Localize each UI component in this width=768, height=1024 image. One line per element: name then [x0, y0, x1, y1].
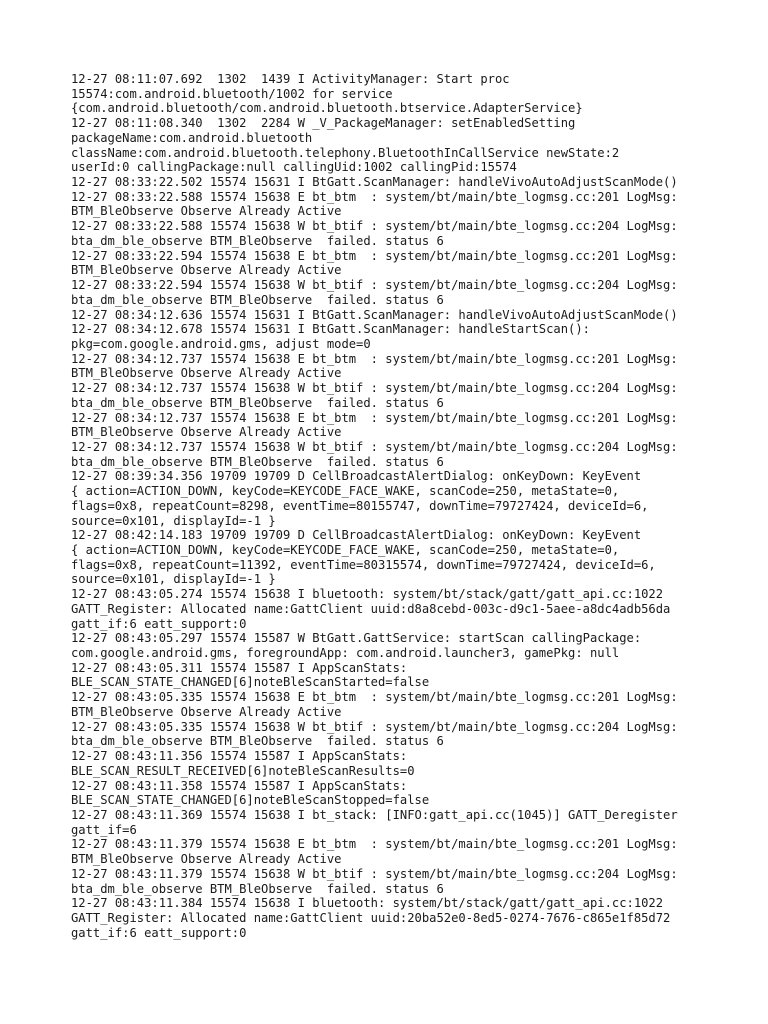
- log-line: BTM_BleObserve Observe Already Active: [71, 704, 342, 719]
- log-line: {com.android.bluetooth/com.android.bluetooth.btservice.AdapterService}: [71, 101, 583, 116]
- log-line: { action=ACTION_DOWN, keyCode=KEYCODE_FACE_WAKE, scanCode=250, metaState=0,: [71, 543, 620, 557]
- log-line: BTM_BleObserve Observe Already Active: [71, 366, 342, 381]
- log-line: flags=0x8, repeatCount=11392, eventTime=80315574, downTime=79727424, deviceId=6,: [71, 557, 656, 572]
- log-line: gatt_if:6 eatt_support:0: [71, 925, 247, 940]
- log-line: BLE_SCAN_RESULT_RECEIVED[6]noteBleScanResults=0: [71, 763, 415, 778]
- log-line: bta_dm_ble_observe BTM_BleObserve failed. status 6: [71, 395, 444, 410]
- log-text-block: [71, 72, 711, 940]
- log-line: 12-27 08:43:11.356 15574 15587 I AppScanStats:: [71, 749, 408, 764]
- log-line: 12-27 08:43:11.358 15574 15587 I AppScanStats:: [71, 778, 408, 793]
- log-line: 12-27 08:11:07.692 1302 1439 I ActivityManager: Start proc: [71, 72, 510, 86]
- log-line: 12-27 08:43:05.335 15574 15638 E bt_btm : system/bt/main/bte_logmsg.cc:201 LogMsg:: [71, 690, 678, 705]
- log-line: BTM_BleObserve Observe Already Active: [71, 852, 342, 867]
- log-line: 12-27 08:43:11.379 15574 15638 E bt_btm : system/bt/main/bte_logmsg.cc:201 LogMsg:: [71, 837, 678, 852]
- log-line: 12-27 08:33:22.594 15574 15638 W bt_btif : system/bt/main/bte_logmsg.cc:204 LogMsg:: [71, 278, 678, 293]
- log-line: className:com.android.bluetooth.telephony.BluetoothInCallService newState:2: [71, 145, 620, 160]
- log-line: GATT_Register: Allocated name:GattClient uuid:d8a8cebd-003c-d9c1-5aee-a8dc4adb56da: [71, 601, 671, 616]
- log-line: packageName:com.android.bluetooth: [71, 130, 313, 145]
- log-line: 12-27 08:33:22.502 15574 15631 I BtGatt.ScanManager: handleVivoAutoAdjustScanMode(): [71, 175, 678, 190]
- log-line: 12-27 08:43:11.379 15574 15638 W bt_btif : system/bt/main/bte_logmsg.cc:204 LogMsg:: [71, 866, 678, 881]
- log-line: source=0x101, displayId=-1 }: [71, 513, 276, 528]
- log-line: bta_dm_ble_observe BTM_BleObserve failed. status 6: [71, 734, 444, 749]
- log-line: BLE_SCAN_STATE_CHANGED[6]noteBleScanStarted=false: [71, 675, 430, 690]
- log-line: 12-27 08:34:12.737 15574 15638 E bt_btm : system/bt/main/bte_logmsg.cc:201 LogMsg:: [71, 351, 678, 366]
- log-line: gatt_if=6: [71, 822, 137, 837]
- log-line: GATT_Register: Allocated name:GattClient uuid:20ba52e0-8ed5-0274-7676-c865e1f85d72: [71, 910, 671, 925]
- log-line: bta_dm_ble_observe BTM_BleObserve failed. status 6: [71, 292, 444, 307]
- log-line: { action=ACTION_DOWN, keyCode=KEYCODE_FACE_WAKE, scanCode=250, metaState=0,: [71, 484, 620, 499]
- log-line: 12-27 08:34:12.636 15574 15631 I BtGatt.ScanManager: handleVivoAutoAdjustScanMode(): [71, 307, 678, 322]
- log-line: 12-27 08:43:11.384 15574 15638 I bluetooth: system/bt/stack/gatt/gatt_api.cc:1022: [71, 896, 664, 911]
- log-line: bta_dm_ble_observe BTM_BleObserve failed. status 6: [71, 233, 444, 248]
- log-line: 12-27 08:43:05.335 15574 15638 W bt_btif : system/bt/main/bte_logmsg.cc:204 LogMsg:: [71, 719, 678, 734]
- log-line: 12-27 08:34:12.737 15574 15638 W bt_btif : system/bt/main/bte_logmsg.cc:204 LogMsg:: [71, 439, 678, 454]
- log-line: 12-27 08:42:14.183 19709 19709 D CellBroadcastAlertDialog: onKeyDown: KeyEvent: [71, 528, 642, 543]
- log-line: 12-27 08:43:05.274 15574 15638 I bluetooth: system/bt/stack/gatt/gatt_api.cc:1022: [71, 587, 664, 602]
- log-line: BTM_BleObserve Observe Already Active: [71, 204, 342, 219]
- log-line: 12-27 08:33:22.588 15574 15638 E bt_btm : system/bt/main/bte_logmsg.cc:201 LogMsg:: [71, 189, 678, 204]
- log-line: 12-27 08:34:12.678 15574 15631 I BtGatt.ScanManager: handleStartScan():: [71, 322, 590, 337]
- log-line: 12-27 08:33:22.588 15574 15638 W bt_btif : system/bt/main/bte_logmsg.cc:204 LogMsg:: [71, 219, 678, 234]
- log-line: 12-27 08:34:12.737 15574 15638 E bt_btm : system/bt/main/bte_logmsg.cc:201 LogMsg:: [71, 410, 678, 425]
- log-line: BTM_BleObserve Observe Already Active: [71, 425, 342, 440]
- log-line: 12-27 08:43:11.369 15574 15638 I bt_stack: [INFO:gatt_api.cc(1045)] GATT_Deregister: [71, 807, 678, 822]
- log-line: gatt_if:6 eatt_support:0: [71, 616, 247, 631]
- log-line: 12-27 08:39:34.356 19709 19709 D CellBroadcastAlertDialog: onKeyDown: KeyEvent: [71, 469, 642, 484]
- log-line: bta_dm_ble_observe BTM_BleObserve failed. status 6: [71, 881, 444, 896]
- log-line: BTM_BleObserve Observe Already Active: [71, 263, 342, 278]
- log-line: flags=0x8, repeatCount=8298, eventTime=80155747, downTime=79727424, deviceId=6,: [71, 498, 649, 513]
- log-line: bta_dm_ble_observe BTM_BleObserve failed. status 6: [71, 454, 444, 469]
- log-line: 12-27 08:43:05.311 15574 15587 I AppScanStats:: [71, 660, 408, 675]
- log-line: com.google.android.gms, foregroundApp: com.android.launcher3, gamePkg: null: [71, 646, 620, 661]
- log-line: 12-27 08:34:12.737 15574 15638 W bt_btif : system/bt/main/bte_logmsg.cc:204 LogMsg:: [71, 381, 678, 396]
- log-line: 12-27 08:43:05.297 15574 15587 W BtGatt.GattService: startScan callingPackage:: [71, 631, 642, 646]
- log-line: 12-27 08:11:08.340 1302 2284 W _V_PackageManager: setEnabledSetting: [71, 116, 576, 131]
- log-line: userId:0 callingPackage:null callingUid:1002 callingPid:15574: [71, 160, 517, 175]
- log-line: BLE_SCAN_STATE_CHANGED[6]noteBleScanStopped=false: [71, 793, 430, 808]
- log-line: pkg=com.google.android.gms, adjust mode=0: [71, 336, 371, 351]
- log-line: 12-27 08:33:22.594 15574 15638 E bt_btm : system/bt/main/bte_logmsg.cc:201 LogMsg:: [71, 248, 678, 263]
- log-line: source=0x101, displayId=-1 }: [71, 572, 276, 587]
- log-line: 15574:com.android.bluetooth/1002 for service: [71, 86, 393, 101]
